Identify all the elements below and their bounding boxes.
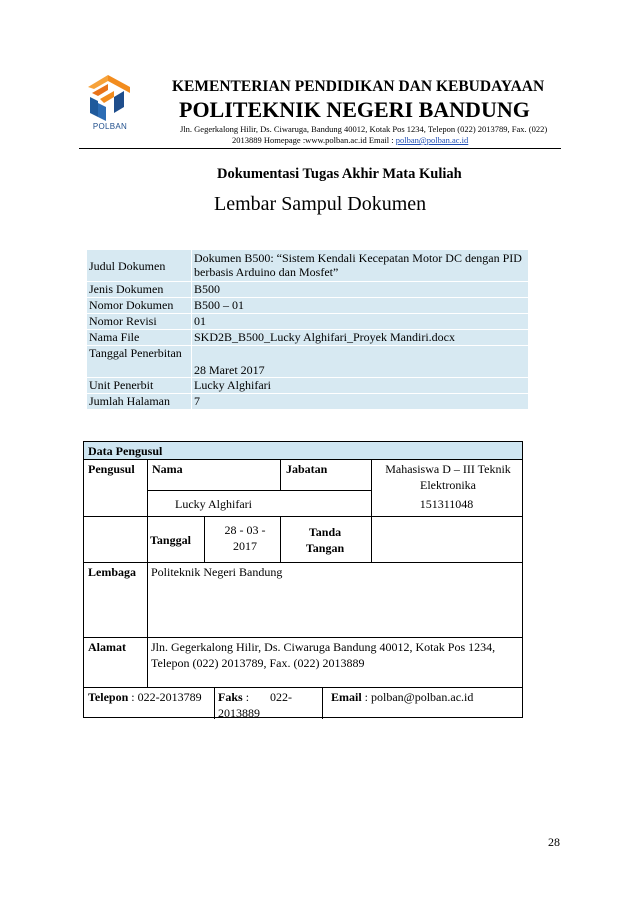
lembaga-value: Politeknik Negeri Bandung [151,565,283,579]
info-key: Nomor Dokumen [87,298,191,313]
alamat-value: Jln. Gegerkalong Hilir, Ds. Ciwaruga Bandung 40012, Kotak Pos 1234, Telepon (022) 2013789, Fax. (022) 2013889 [151,640,496,670]
pengusul-label: Pengusul [88,462,135,476]
table-row [87,314,528,329]
info-key: Nama File [87,330,191,345]
info-key: Tanggal Penerbitan [87,346,191,377]
email-field [331,689,521,705]
nama-value: Lucky Alghifari [175,497,252,511]
lembaga-label: Lembaga [88,565,136,579]
tanggal-label: Tanggal [150,533,191,547]
document-info-table [86,249,529,410]
info-key: Jumlah Halaman [87,394,191,409]
page-number: 28 [548,835,560,849]
divider [84,516,522,517]
info-key: Jenis Dokumen [87,282,191,297]
info-key: Judul Dokumen [87,250,191,281]
table-row [87,394,528,409]
divider [322,687,323,719]
table-row [87,330,528,345]
telepon-value: : 022-2013789 [131,690,202,704]
telepon-field [88,689,214,705]
data-pengusul-table [83,441,523,718]
logo-text: POLBAN [92,122,128,131]
divider [84,687,522,688]
nim-value: 151311048 [419,497,474,511]
divider [214,687,215,719]
faks-field [218,689,320,721]
nama-label: Nama [152,462,183,476]
info-value: Dokumen B500: “Sistem Kendali Kecepatan Motor DC dengan PID berbasis Arduino dan Mosfet” [192,250,528,281]
info-value: 01 [192,314,528,329]
info-value: SKD2B_B500_Lucky Alghifari_Proyek Mandiri.docx [192,330,528,345]
telepon-label: Telepon [88,690,129,704]
document-title: Dokumentasi Tugas Akhir Mata Kuliah [217,166,462,182]
faks-value: : 022-2013889 [218,690,293,720]
ttd-label: Tanda Tangan [305,525,345,555]
divider [147,459,148,687]
jabatan-value: Mahasiswa D – III Teknik Elektronika [385,462,511,492]
info-value: B500 [192,282,528,297]
document-subtitle: Lembar Sampul Dokumen [214,193,427,215]
table-row [87,298,528,313]
info-key: Unit Penerbit [87,378,191,393]
jabatan-label: Jabatan [286,462,328,476]
divider [84,562,522,563]
address-line-1: Jln. Gegerkalong Hilir, Ds. Ciwaruga, Bandung 40012, Kotak Pos 1234, Telepon (022) 2013789, Fax. (022) [180,124,548,134]
institution-name: POLITEKNIK NEGERI BANDUNG [179,97,530,122]
alamat-label: Alamat [88,640,126,654]
divider [280,516,281,562]
address-line-2-prefix: 2013889 Homepage :www.polban.ac.id Email : [232,135,394,145]
tanggal-value: 28 - 03 - 2017 [224,523,266,553]
email-link[interactable]: polban@polban.ac.id [395,135,469,145]
info-value: Lucky Alghifari [192,378,528,393]
divider [84,459,522,460]
divider [147,490,371,491]
info-value: 7 [192,394,528,409]
section-title: Data Pengusul [84,442,522,459]
divider [84,637,522,638]
faks-label: Faks [218,690,243,704]
table-row [87,250,528,281]
divider [280,459,281,490]
ministry-name: KEMENTERIAN PENDIDIKAN DAN KEBUDAYAAN [172,78,545,95]
email-label: Email [331,690,362,704]
divider [204,516,205,562]
header-divider [79,148,561,149]
table-row [87,378,528,393]
email-value: : polban@polban.ac.id [364,690,474,704]
table-row [87,282,528,297]
info-key: Nomor Revisi [87,314,191,329]
table-row [87,346,528,377]
info-value: 28 Maret 2017 [192,346,528,377]
address-line-2 [232,135,468,145]
info-value: B500 – 01 [192,298,528,313]
